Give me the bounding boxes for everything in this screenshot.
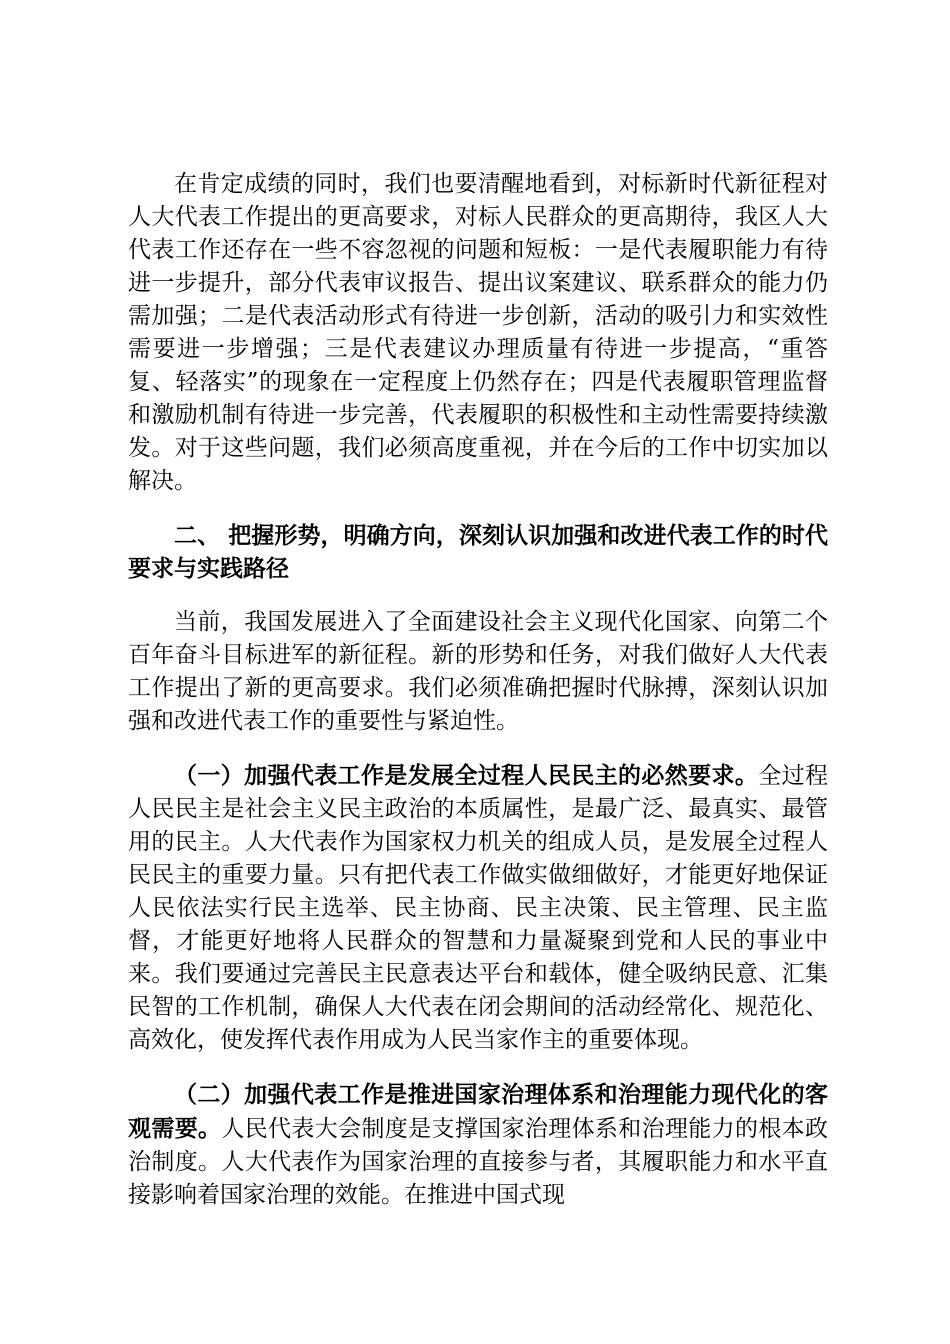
document-body [128, 168, 828, 1233]
paragraph-lead-two: （二）加强代表工作是推进国家治理体系和治理能力现代化的客观需要。 [128, 1081, 828, 1142]
paragraph-lead-one: （一）加强代表工作是发展全过程人民民主的必然要求。 [174, 762, 759, 789]
paragraph-shortcomings: 在肯定成绩的同时，我们也要清醒地看到，对标新时代新征程对人大代表工作提出的更高要求，对标人民群众的更高期待，我区人大代表工作还存在一些不容忽视的问题和短板：一是代表履职能力有待进一步提升，部分代表审议报告、提出议案建议、联系群众的能力仍需加强；二是代表活动形式有待进一步创新，活动的吸引力和实效性需要进一步增强；三是代表建议办理质量有待进一步提高，“重答复、轻落实”的现象在一定程度上仍然存在；四是代表履职管理监督和激励机制有待进一步完善，代表履职的积极性和主动性需要持续激发。对于这些问题，我们必须高度重视，并在今后的工作中切实加以解决。 [128, 171, 828, 494]
paragraph-body-one: 全过程人民民主是社会主义民主政治的本质属性，是最广泛、最真实、最管用的民主。人大代表作为国家权力机关的组成人员，是发展全过程人民民主的重要力量。只有把代表工作做实做细做好，才能更好地保证人民依法实行民主选举、民主协商、民主决策、民主管理、民主监督，才能更好地将人民群众的智慧和力量凝聚到党和人民的事业中来。我们要通过完善民主民意表达平台和载体，健全吸纳民意、汇集民智的工作机制，确保人大代表在闭会期间的活动经常化、规范化、高效化，使发挥代表作用成为人民当家作主的重要体现。 [128, 763, 829, 1053]
paragraph-governance-modernization [128, 1078, 828, 1212]
section-heading-two: 二、 把握形势，明确方向，深刻认识加强和改进代表工作的时代要求与实践路径 [128, 522, 828, 582]
paragraph-whole-process-democracy [128, 759, 828, 1057]
paragraph-situation: 当前，我国发展进入了全面建设社会主义现代化国家、向第二个百年奋斗目标进军的新征程。新的形势和任务，对我们做好人大代表工作提出了新的更高要求。我们必须准确把握时代脉搏，深刻认识加强和改进代表工作的重要性与紧迫性。 [128, 609, 828, 734]
paragraph-body-two: 人民代表大会制度是支撑国家治理体系和治理能力的根本政治制度。人大代表作为国家治理的直接参与者，其履职能力和水平直接影响着国家治理的效能。在推进中国式现 [128, 1116, 829, 1208]
